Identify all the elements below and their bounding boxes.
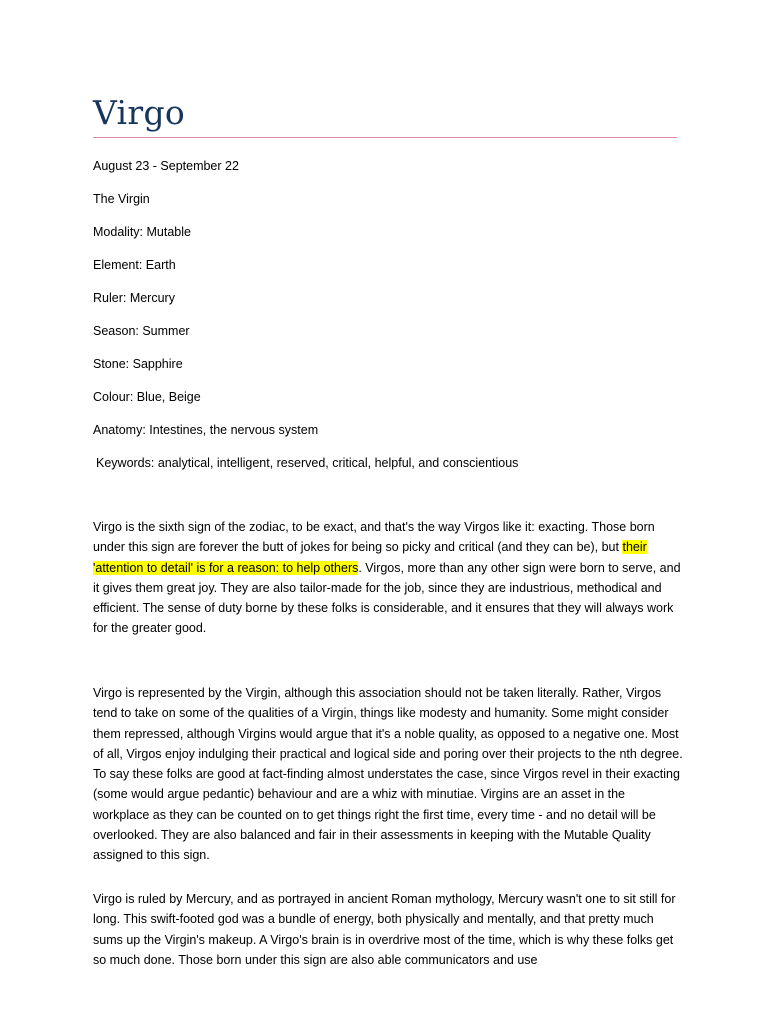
paragraph-mercury: Virgo is ruled by Mercury, and as portrayed in ancient Roman mythology, Mercury wasn't one to sit still for long. This swift-footed god was a bundle of energy, both physically and mentally, and that pretty much sums up the Virgin's makeup. A Virgo's brain is in overdrive most of the time, which is why these folks get so much done. Those born under this sign are also able communicators and use — [93, 892, 676, 967]
paragraph-intro — [93, 517, 683, 639]
paragraph-virgin: Virgo is represented by the Virgin, although this association should not be taken literally. Rather, Virgos tend to take on some of the qualities of a Virgin, things like modesty and humanity. Some might consider them repressed, although Virgins would argue that it's a noble quality, as opposed to a negative one. Most of all, Virgos enjoy indulging their practical and logical side and poring over their projects to the nth degree. To say these folks are good at fact-finding almost understates the case, since Virgos revel in their exacting (some would argue pedantic) behaviour and are a whiz with minutiae. Virgins are an asset in the workplace as they can be counted on to get things right the first time, every time - and no detail will be overlooked. They are also balanced and fair in their assessments in keeping with the Mutable Quality assigned to this sign. — [93, 686, 683, 863]
paragraph-intro-text-start: Virgo is the sixth sign of the zodiac, to be exact, and that's the way Virgos like it: exacting. Those born under this sign are forever the butt of jokes for being so picky and critical (and they can be), but — [93, 520, 655, 555]
fact-symbol: The Virgin — [93, 192, 150, 206]
fact-modality: Modality: Mutable — [93, 225, 191, 239]
sign-facts-list — [93, 155, 693, 485]
highlighted-text: their 'attention to detail' is for a reason: to help others — [93, 540, 647, 575]
page-title: Virgo — [93, 93, 186, 132]
fact-date-range: August 23 - September 22 — [93, 159, 239, 173]
fact-anatomy: Anatomy: Intestines, the nervous system — [93, 423, 319, 437]
fact-element: Element: Earth — [93, 258, 176, 272]
fact-keywords: Keywords: analytical, intelligent, reserved, critical, helpful, and conscientious — [96, 456, 519, 470]
title-underline-rule — [93, 137, 677, 138]
fact-colour: Colour: Blue, Beige — [93, 390, 201, 404]
fact-stone: Stone: Sapphire — [93, 357, 183, 371]
paragraph-intro-text-end: . Virgos, more than any other sign were born to serve, and it gives them great joy. They are also tailor-made for the job, since they are industrious, methodical and efficient. The sense of duty borne by these folks is considerable, and it ensures that they will always work for the greater good. — [93, 560, 681, 636]
fact-season: Season: Summer — [93, 324, 190, 338]
fact-ruler: Ruler: Mercury — [93, 291, 175, 305]
